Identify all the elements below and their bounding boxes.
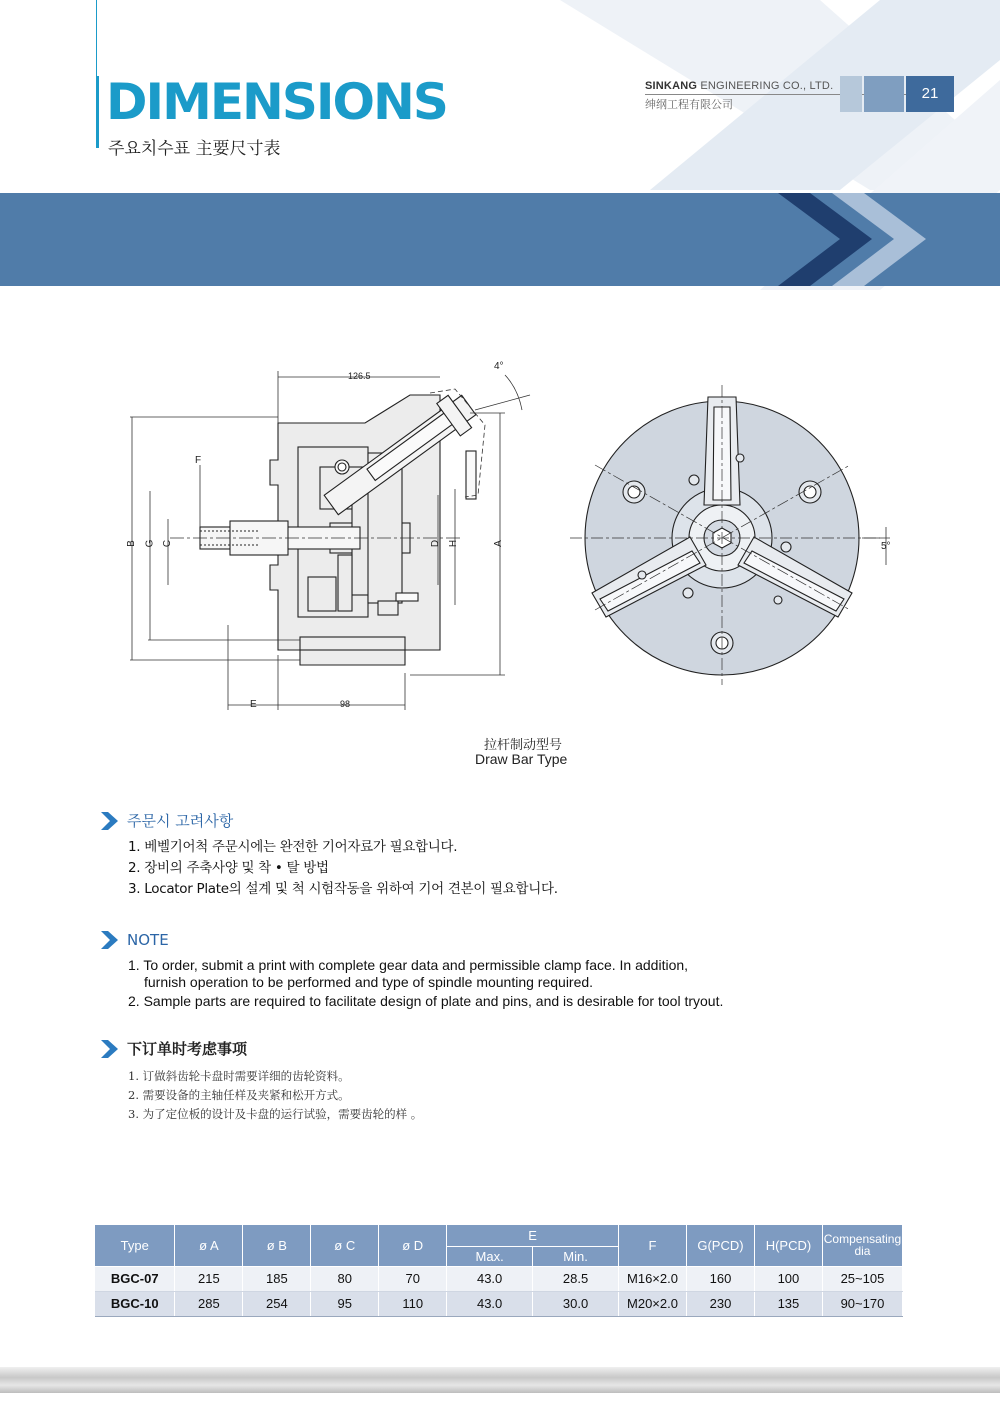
page-number: 21 bbox=[906, 76, 954, 112]
header-h: H(PCD) bbox=[754, 1225, 822, 1266]
header-e: E bbox=[447, 1225, 619, 1246]
chuck-drawing-svg bbox=[110, 355, 890, 720]
table-row bbox=[95, 1266, 903, 1291]
chinese-section-title: 下订单时考虑事项 bbox=[127, 1040, 248, 1058]
note-1-line-2: furnish operation to be performed and type of spindle mounting required. bbox=[144, 974, 594, 990]
cell-g: 160 bbox=[686, 1266, 754, 1291]
dim-label-c: C bbox=[162, 539, 174, 548]
footer-bar bbox=[0, 1367, 1000, 1393]
header-c: ø C bbox=[311, 1225, 379, 1266]
chevron-right-icon bbox=[101, 931, 118, 949]
header-square-light bbox=[840, 76, 862, 112]
cell-g: 230 bbox=[686, 1291, 754, 1316]
company-name bbox=[645, 80, 833, 92]
cell-f: M20×2.0 bbox=[619, 1291, 687, 1316]
header-compensating bbox=[822, 1225, 902, 1266]
cell-h: 100 bbox=[754, 1266, 822, 1291]
note-section-header bbox=[101, 931, 169, 949]
cell-comp: 25~105 bbox=[822, 1266, 902, 1291]
chevron-right-icon bbox=[101, 1040, 118, 1058]
page-title: DIMENSIONS bbox=[106, 73, 447, 131]
table-row bbox=[95, 1291, 903, 1316]
korean-note-list bbox=[128, 837, 558, 900]
title-rule bbox=[96, 76, 99, 148]
header-f: F bbox=[619, 1225, 687, 1266]
page-subtitle: 주요치수표 主要尺寸表 bbox=[108, 139, 281, 159]
cell-f: M16×2.0 bbox=[619, 1266, 687, 1291]
dim-label-a: A bbox=[492, 540, 504, 547]
cell-b: 185 bbox=[243, 1266, 311, 1291]
header-comp-line-2: dia bbox=[854, 1244, 871, 1259]
cell-e-max: 43.0 bbox=[447, 1266, 533, 1291]
note-1-line-1: 1. To order, submit a print with complete gear data and permissible clamp face. In addition, bbox=[128, 957, 689, 973]
header-a: ø A bbox=[175, 1225, 243, 1266]
header-band bbox=[0, 193, 1000, 286]
korean-section-title: 주문시 고려사항 bbox=[127, 812, 234, 830]
cell-a: 215 bbox=[175, 1266, 243, 1291]
list-item: 2. Sample parts are required to facilitate design of plate and pins, and is desirable for tool tryout. bbox=[128, 993, 724, 1009]
cell-d: 110 bbox=[379, 1291, 447, 1316]
list-item: 3. Locator Plate의 설계 및 척 시험작동을 위하여 기어 견본이 필요합니다. bbox=[128, 881, 558, 897]
note-section-title: NOTE bbox=[127, 931, 169, 949]
technical-drawing bbox=[110, 355, 890, 720]
list-item: 2. 장비의 주축사양 및 착 • 탈 방법 bbox=[128, 860, 329, 876]
cell-c: 80 bbox=[311, 1266, 379, 1291]
header-comp-line-1: Compensating bbox=[823, 1232, 902, 1247]
cell-c: 95 bbox=[311, 1291, 379, 1316]
cell-d: 70 bbox=[379, 1266, 447, 1291]
cell-a: 285 bbox=[175, 1291, 243, 1316]
cell-e-max: 43.0 bbox=[447, 1291, 533, 1316]
header-e-min: Min. bbox=[533, 1246, 619, 1266]
dim-label-g: G bbox=[144, 539, 156, 548]
cell-type: BGC-10 bbox=[95, 1291, 175, 1316]
title-rule-top bbox=[96, 0, 97, 76]
cell-e-min: 30.0 bbox=[533, 1291, 619, 1316]
list-item bbox=[128, 957, 723, 991]
dim-label-d: D bbox=[430, 539, 442, 548]
list-item: 1. 베벨기어척 주문시에는 완전한 기어자료가 필요합니다. bbox=[128, 839, 458, 855]
list-item: 1. 订做斜齿轮卡盘时需要详细的齿轮资料。 bbox=[128, 1069, 350, 1083]
cell-type: BGC-07 bbox=[95, 1266, 175, 1291]
cell-b: 254 bbox=[243, 1291, 311, 1316]
dim-angle-5: 5° bbox=[881, 541, 891, 552]
chinese-section-header bbox=[101, 1038, 247, 1059]
list-item: 3. 为了定位板的设计及卡盘的运行试验，需要齿轮的样 。 bbox=[128, 1107, 423, 1121]
cell-e-min: 28.5 bbox=[533, 1266, 619, 1291]
korean-section-header bbox=[101, 810, 233, 831]
dim-angle-4: 4° bbox=[494, 361, 504, 372]
dim-98: 98 bbox=[340, 699, 351, 709]
dim-label-e: E bbox=[250, 699, 257, 710]
chevron-decoration bbox=[0, 193, 1000, 286]
list-item: 2. 需要设备的主轴任样及夹紧和松开方式。 bbox=[128, 1088, 350, 1102]
company-name-rest: ENGINEERING CO., LTD. bbox=[697, 80, 834, 92]
dim-126-5: 126.5 bbox=[348, 371, 371, 381]
header-square-mid bbox=[864, 76, 904, 112]
cell-comp: 90~170 bbox=[822, 1291, 902, 1316]
header-type: Type bbox=[95, 1225, 175, 1266]
dimensions-table bbox=[95, 1225, 903, 1317]
dim-label-f: F bbox=[195, 455, 202, 466]
dim-label-h: H bbox=[448, 539, 460, 548]
dim-label-b: B bbox=[125, 540, 137, 547]
header-d: ø D bbox=[379, 1225, 447, 1266]
header-g: G(PCD) bbox=[686, 1225, 754, 1266]
chevron-right-icon bbox=[101, 812, 118, 830]
chinese-note-list bbox=[128, 1067, 422, 1124]
company-name-bold: SINKANG bbox=[645, 80, 698, 92]
company-name-cn: 绅纲工程有限公司 bbox=[645, 98, 733, 111]
cell-h: 135 bbox=[754, 1291, 822, 1316]
header-e-max: Max. bbox=[447, 1246, 533, 1266]
header-b: ø B bbox=[243, 1225, 311, 1266]
drawing-caption-cn: 拉杆制动型号 bbox=[484, 738, 563, 753]
drawing-caption-en: Draw Bar Type bbox=[475, 751, 568, 767]
english-note-list bbox=[128, 957, 723, 1010]
